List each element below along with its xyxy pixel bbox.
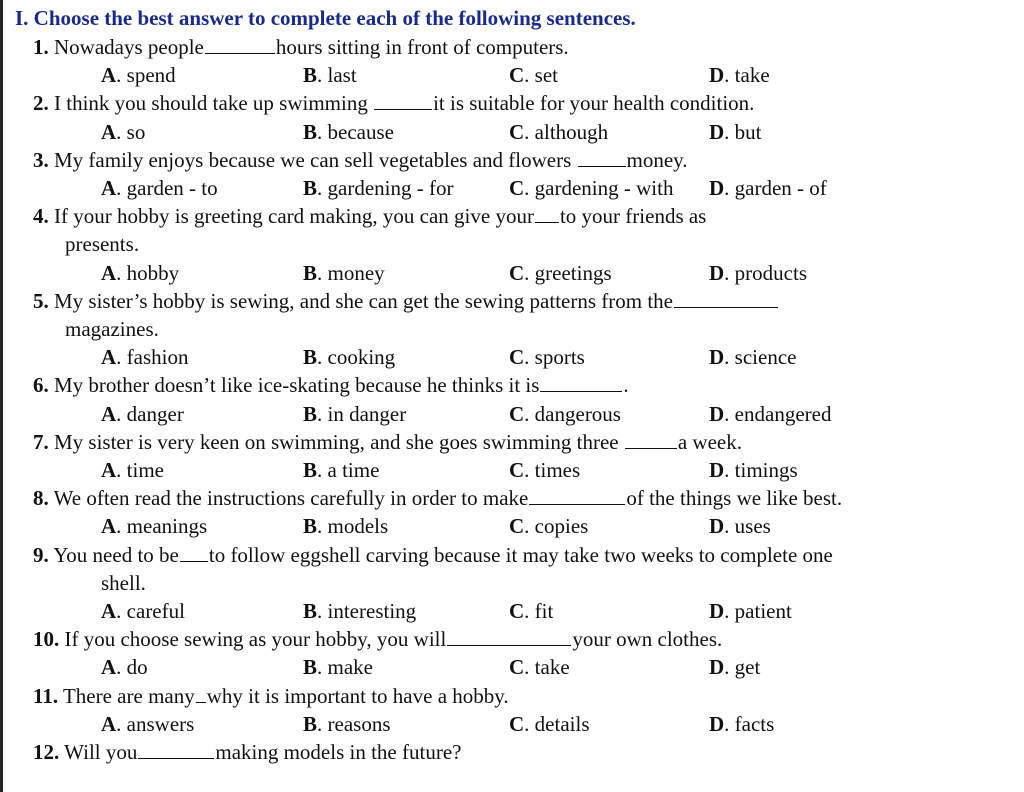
answer-blank: [529, 486, 625, 505]
answer-blank: [138, 740, 214, 759]
option-b: [303, 119, 394, 145]
option-letter: D: [709, 260, 725, 285]
option-text: . make: [317, 655, 373, 680]
question-text-part: why it is important to have a hobby.: [206, 683, 509, 708]
question-text-part: If you choose sewing as your hobby, you will: [64, 627, 447, 652]
option-text: . fit: [524, 599, 554, 623]
option-text: . although: [524, 119, 609, 144]
option-text: . time: [116, 458, 164, 482]
option-text: . fashion: [116, 345, 189, 370]
option-text: . models: [317, 514, 389, 539]
option-letter: B: [303, 599, 318, 623]
answer-blank: [625, 430, 677, 449]
option-b: [303, 175, 453, 201]
option-a: [101, 260, 179, 286]
option-text: . so: [116, 119, 146, 144]
option-d: [709, 598, 792, 624]
question-text-part: making models in the future?: [215, 740, 462, 764]
option-text: . money: [317, 260, 385, 285]
option-letter: B: [303, 514, 318, 539]
option-letter: C: [509, 514, 525, 539]
option-c: [509, 598, 553, 624]
option-text: . but: [724, 119, 762, 144]
option-letter: D: [709, 401, 725, 426]
option-a: [101, 513, 207, 539]
option-letter: C: [509, 655, 525, 680]
option-b: [303, 654, 373, 680]
answer-blank: [578, 148, 626, 167]
question-text-part: You need to be: [53, 542, 179, 567]
option-a: [101, 654, 148, 680]
question-text: [33, 739, 461, 765]
question-text-part: We often read the instructions carefully in order to make: [53, 486, 529, 511]
question-number: 1.: [33, 35, 49, 59]
option-text: . dangerous: [524, 401, 621, 426]
option-a: [101, 344, 189, 370]
option-d: [709, 654, 760, 680]
option-b: [303, 711, 391, 737]
option-letter: B: [303, 345, 318, 370]
question-number: 8.: [33, 486, 49, 511]
option-text: . gardening - for: [317, 176, 454, 200]
option-text: . careful: [116, 599, 185, 623]
option-b: [303, 513, 388, 539]
option-letter: C: [509, 711, 525, 736]
option-d: [709, 62, 770, 88]
option-c: [509, 401, 621, 427]
option-c: [509, 344, 585, 370]
option-text: . danger: [116, 401, 184, 426]
option-c: [509, 119, 608, 145]
option-d: [709, 457, 798, 483]
option-letter: B: [303, 401, 318, 426]
option-text: . patient: [724, 599, 792, 623]
question-text-part: money.: [626, 147, 688, 172]
option-a: [101, 598, 185, 624]
option-c: [509, 711, 590, 737]
option-text: . times: [524, 458, 581, 482]
option-b: [303, 62, 357, 88]
option-c: [509, 654, 570, 680]
question-text-part: There are many: [62, 683, 195, 708]
question-text-part: shell.: [101, 570, 146, 595]
answer-blank: [674, 289, 778, 308]
option-letter: B: [303, 458, 318, 482]
question-number: 3.: [33, 147, 49, 172]
option-letter: D: [709, 63, 725, 88]
option-b: [303, 344, 395, 370]
option-a: [101, 175, 218, 201]
option-letter: A: [101, 260, 117, 285]
option-text: . set: [524, 63, 558, 88]
question-number: 12.: [33, 740, 60, 764]
option-text: . do: [116, 655, 148, 680]
question-number: 7.: [33, 429, 49, 454]
option-text: . products: [724, 260, 807, 285]
option-text: . garden - of: [724, 176, 827, 200]
question-text-part: to follow eggshell carving because it may take two weeks to complete one: [208, 542, 833, 567]
question-text-part: I think you should take up swimming: [54, 91, 374, 116]
question-text-part: My brother doesn’t like ice-skating because he thinks it is: [54, 373, 540, 398]
question-text-part: Will you: [64, 740, 138, 764]
option-letter: B: [303, 176, 318, 200]
option-a: [101, 457, 164, 483]
question-number: 2.: [33, 91, 49, 116]
question-text-part: My sister is very keen on swimming, and she goes swimming three: [54, 429, 624, 454]
option-text: . timings: [724, 458, 798, 482]
option-c: [509, 513, 588, 539]
question-number: 9.: [33, 542, 49, 567]
question-text-continuation: [101, 570, 146, 596]
option-letter: D: [709, 655, 725, 680]
option-letter: C: [509, 119, 525, 144]
option-text: . garden - to: [116, 176, 218, 200]
question-text: [33, 485, 842, 511]
question-text: [33, 626, 722, 652]
question-text: [33, 203, 706, 229]
question-number: 6.: [33, 373, 49, 398]
option-a: [101, 119, 145, 145]
option-letter: D: [709, 458, 725, 482]
option-d: [709, 119, 762, 145]
option-d: [709, 513, 771, 539]
answer-blank: [205, 35, 275, 54]
option-text: . endangered: [724, 401, 832, 426]
option-letter: D: [709, 711, 725, 736]
option-text: . uses: [724, 514, 771, 539]
question-text-part: My sister’s hobby is sewing, and she can get the sewing patterns from the: [54, 288, 673, 313]
question-text-part: a week.: [677, 429, 742, 454]
question-text-part: Nowadays people: [54, 35, 204, 59]
question-number: 10.: [33, 627, 60, 652]
option-letter: A: [101, 345, 117, 370]
option-c: [509, 62, 558, 88]
option-c: [509, 457, 580, 483]
option-letter: A: [101, 599, 117, 623]
option-text: . interesting: [317, 599, 417, 623]
option-text: . in danger: [317, 401, 407, 426]
option-text: . gardening - with: [524, 176, 674, 200]
question-text: [33, 372, 629, 398]
option-text: . reasons: [317, 711, 391, 736]
question-text-part: magazines.: [65, 317, 159, 341]
option-text: . take: [524, 655, 570, 680]
option-text: . sports: [524, 345, 585, 370]
option-d: [709, 344, 796, 370]
section-title: I. Choose the best answer to complete each of the following sentences.: [15, 6, 636, 30]
option-b: [303, 401, 406, 427]
option-letter: C: [509, 345, 525, 370]
option-letter: B: [303, 655, 318, 680]
option-text: . copies: [524, 514, 589, 539]
question-text-part: your own clothes.: [572, 627, 723, 652]
question-text: [33, 90, 754, 116]
option-letter: C: [509, 63, 525, 88]
option-letter: C: [509, 260, 525, 285]
option-letter: A: [101, 63, 117, 88]
option-b: [303, 598, 416, 624]
question-number: 4.: [33, 204, 49, 229]
answer-blank: [535, 204, 559, 223]
option-letter: A: [101, 119, 117, 144]
option-letter: C: [509, 401, 525, 426]
option-d: [709, 175, 827, 201]
option-b: [303, 457, 379, 483]
option-a: [101, 401, 184, 427]
question-text-part: to your friends as: [559, 204, 707, 229]
option-letter: A: [101, 176, 117, 200]
option-text: . a time: [317, 458, 380, 482]
question-text-part: If your hobby is greeting card making, you can give your: [54, 204, 534, 229]
option-text: . greetings: [524, 260, 612, 285]
option-text: . hobby: [116, 260, 180, 285]
question-text-part: it is suitable for your health condition.: [433, 91, 755, 116]
answer-blank: [447, 627, 571, 646]
option-text: . answers: [116, 711, 195, 736]
option-letter: D: [709, 176, 725, 200]
option-d: [709, 711, 774, 737]
option-letter: A: [101, 401, 117, 426]
option-letter: A: [101, 711, 117, 736]
question-text: [33, 429, 742, 455]
question-text-part: My family enjoys because we can sell vegetables and flowers: [54, 147, 577, 172]
option-text: . because: [317, 119, 394, 144]
option-letter: A: [101, 514, 117, 539]
answer-blank: [180, 543, 208, 562]
option-text: . get: [724, 655, 761, 680]
question-text: [33, 34, 569, 60]
option-letter: B: [303, 119, 318, 144]
option-letter: B: [303, 711, 318, 736]
option-letter: C: [509, 176, 525, 200]
option-letter: C: [509, 599, 525, 623]
question-text: [33, 147, 688, 173]
option-text: . meanings: [116, 514, 208, 539]
option-letter: D: [709, 345, 725, 370]
question-text: [33, 683, 509, 709]
option-letter: D: [709, 514, 725, 539]
question-text-part: .: [623, 373, 629, 398]
option-text: . science: [724, 345, 797, 370]
question-number: 5.: [33, 288, 49, 313]
option-text: . details: [524, 711, 590, 736]
option-letter: A: [101, 655, 117, 680]
option-text: . spend: [116, 63, 176, 88]
question-text-continuation: [65, 231, 139, 257]
option-letter: D: [709, 599, 725, 623]
option-text: . last: [317, 63, 357, 88]
option-text: . facts: [724, 711, 775, 736]
option-d: [709, 260, 807, 286]
option-letter: B: [303, 63, 318, 88]
option-d: [709, 401, 831, 427]
answer-blank: [540, 373, 622, 392]
option-a: [101, 711, 194, 737]
option-letter: C: [509, 458, 525, 482]
question-text: [33, 542, 833, 568]
option-c: [509, 260, 612, 286]
option-a: [101, 62, 176, 88]
option-b: [303, 260, 385, 286]
question-text-continuation: [65, 316, 159, 342]
question-text-part: of the things we like best.: [626, 486, 843, 511]
question-text-part: hours sitting in front of computers.: [275, 35, 569, 59]
question-text-part: presents.: [65, 232, 140, 257]
option-text: . take: [724, 63, 770, 88]
question-number: 11.: [33, 683, 59, 708]
question-text: [33, 288, 779, 314]
option-letter: A: [101, 458, 117, 482]
option-letter: D: [709, 119, 725, 144]
option-c: [509, 175, 673, 201]
answer-blank: [196, 684, 206, 703]
option-text: . cooking: [317, 345, 396, 370]
answer-blank: [374, 91, 432, 110]
option-letter: B: [303, 260, 318, 285]
